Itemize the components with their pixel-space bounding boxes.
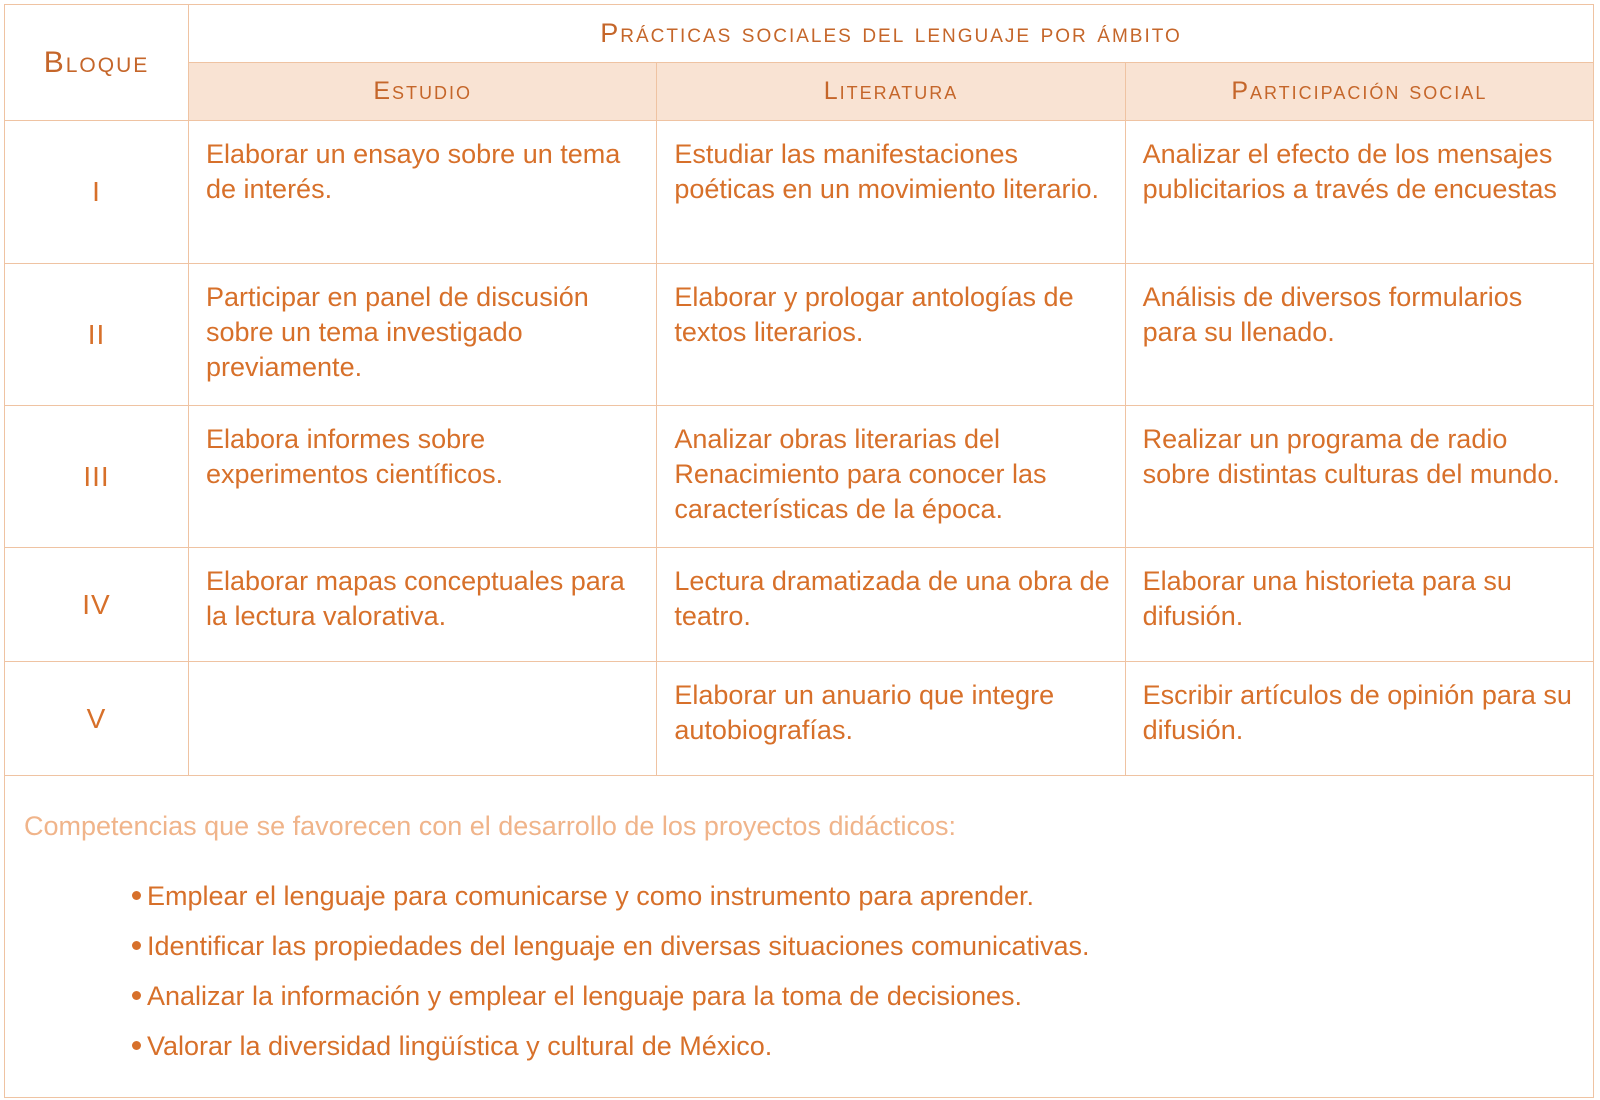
- literatura-cell: Elaborar un anuario que integre autobiografías.: [657, 662, 1125, 776]
- table-row: [5, 662, 1594, 776]
- estudio-cell: Participar en panel de discusión sobre un tema investigado previamente.: [189, 264, 657, 406]
- bloque-column-header: Bloque: [5, 5, 189, 121]
- competencias-list: [132, 879, 1090, 1079]
- competencia-text: Emplear el lenguaje para comunicarse y como instrumento para aprender.: [147, 881, 1034, 911]
- competencias-section: [4, 789, 1594, 1098]
- participacion-cell: Elaborar una historieta para su difusión.: [1125, 548, 1593, 662]
- table-subheader-row: [5, 63, 1594, 121]
- list-item: [132, 979, 1090, 1029]
- table-row: [5, 548, 1594, 662]
- participacion-cell: Escribir artículos de opinión para su difusión.: [1125, 662, 1593, 776]
- bloque-number: I: [5, 121, 189, 264]
- participacion-column-header: Participación social: [1125, 63, 1593, 121]
- bloque-number: IV: [5, 548, 189, 662]
- bullet-dot-icon: [132, 991, 141, 1000]
- competencia-text: Analizar la información y emplear el lenguaje para la toma de decisiones.: [147, 981, 1022, 1011]
- competencias-title: Competencias que se favorecen con el desarrollo de los proyectos didácticos:: [24, 811, 957, 841]
- literatura-cell: Elaborar y prologar antologías de textos literarios.: [657, 264, 1125, 406]
- participacion-cell: Analizar el efecto de los mensajes publicitarios a través de encuestas: [1125, 121, 1593, 264]
- competencia-text: Valorar la diversidad lingüística y cultural de México.: [147, 1031, 773, 1061]
- estudio-cell-empty: [189, 662, 657, 776]
- literatura-cell: Analizar obras literarias del Renacimiento para conocer las características de la época.: [657, 406, 1125, 548]
- bloque-number: V: [5, 662, 189, 776]
- list-item: [132, 1029, 1090, 1079]
- literatura-column-header: Literatura: [657, 63, 1125, 121]
- estudio-cell: Elabora informes sobre experimentos científicos.: [189, 406, 657, 548]
- practicas-table: [4, 4, 1594, 776]
- list-item: [132, 879, 1090, 929]
- table-row: [5, 121, 1594, 264]
- bullet-dot-icon: [132, 891, 141, 900]
- literatura-cell: Estudiar las manifestaciones poéticas en un movimiento literario.: [657, 121, 1125, 264]
- table-row: [5, 264, 1594, 406]
- competencia-text: Identificar las propiedades del lenguaje en diversas situaciones comunicativas.: [147, 931, 1090, 961]
- bloque-number: III: [5, 406, 189, 548]
- estudio-column-header: Estudio: [189, 63, 657, 121]
- estudio-cell: Elaborar mapas conceptuales para la lectura valorativa.: [189, 548, 657, 662]
- bullet-dot-icon: [132, 1041, 141, 1050]
- list-item: [132, 929, 1090, 979]
- participacion-cell: Análisis de diversos formularios para su llenado.: [1125, 264, 1593, 406]
- participacion-cell: Realizar un programa de radio sobre distintas culturas del mundo.: [1125, 406, 1593, 548]
- practicas-group-header: Prácticas sociales del lenguaje por ámbito: [189, 5, 1594, 63]
- bloque-number: II: [5, 264, 189, 406]
- table-row: [5, 406, 1594, 548]
- estudio-cell: Elaborar un ensayo sobre un tema de interés.: [189, 121, 657, 264]
- table-header-row: [5, 5, 1594, 63]
- bullet-dot-icon: [132, 941, 141, 950]
- literatura-cell: Lectura dramatizada de una obra de teatro.: [657, 548, 1125, 662]
